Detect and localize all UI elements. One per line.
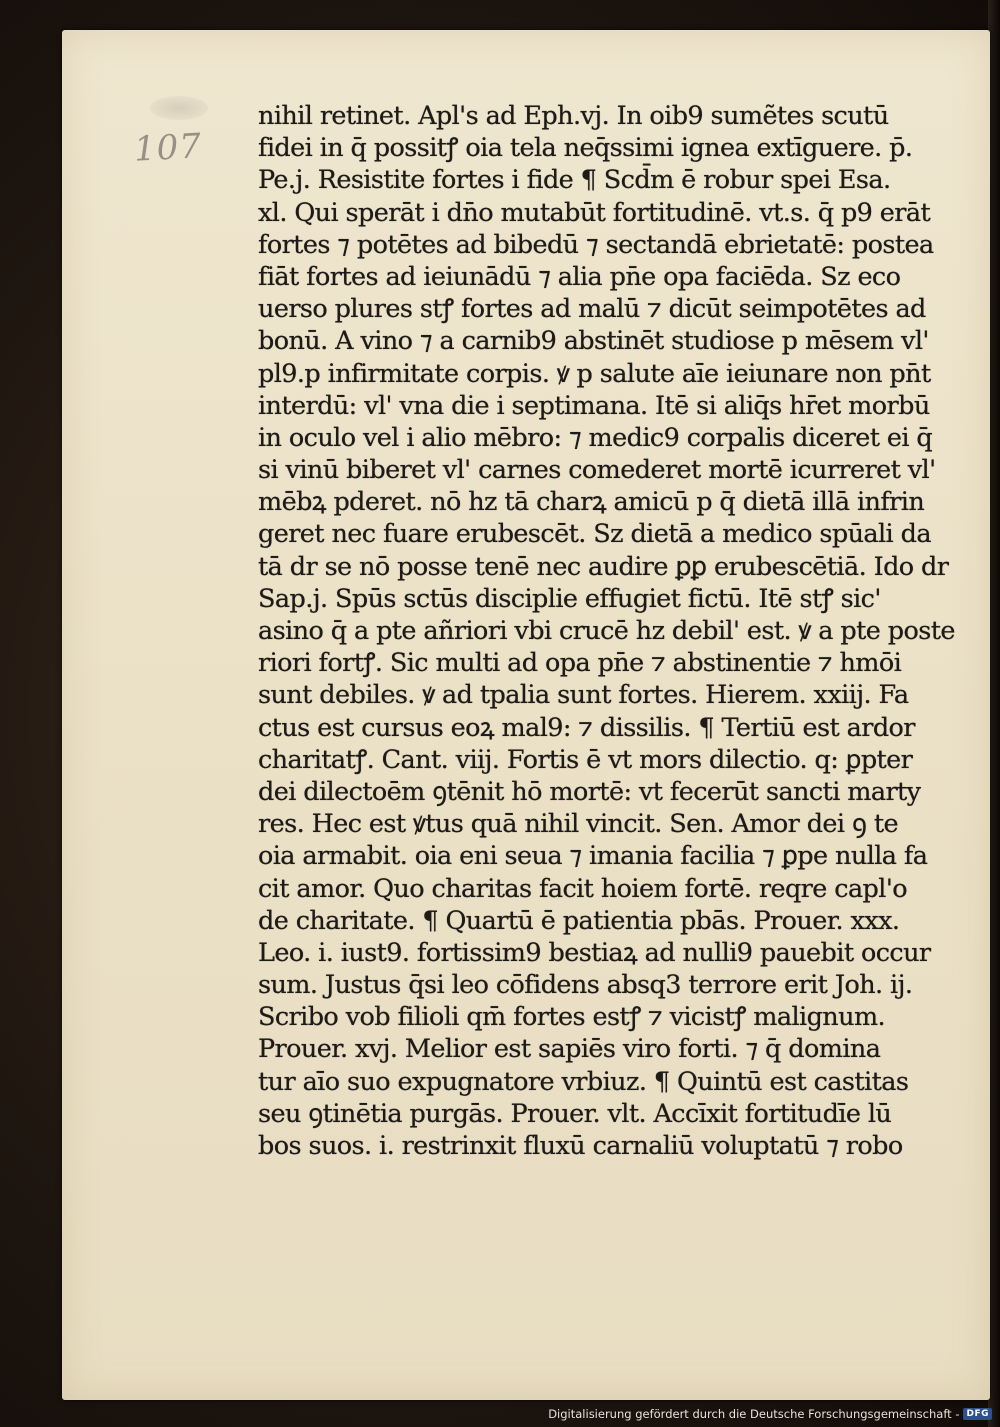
text-line: fidei in q̄ possitꝭ oia tela neq̄ssimi ignea extīguere. p̄. — [258, 133, 913, 164]
text-line: Scribo vob filioli qm̄ fortes estꝭ ⁊ vicistꝭ malignum. — [258, 1002, 886, 1033]
text-line: si vinū biberet vl' carnes comederet mortē icurreret vl' — [258, 455, 936, 486]
text-line: dei dilectoēm ꝯtēnit hō mortē: vt fecerūt sancti marty — [258, 776, 921, 807]
text-line: asino q̄ a pte añriori vbi crucē hz debil' est. ꝟ a pte poste — [258, 616, 955, 646]
text-line: interdū: vl' vna die i septimana. Itē si aliq̄s hr̄et morbū — [258, 390, 930, 421]
text-line: charitatꝭ. Cant. viij. Fortis ē vt mors dilectio. q: ꝑpter — [258, 744, 913, 775]
folio-number: 107 — [132, 126, 203, 170]
text-line: oia armabit. oia eni seua ⁊ imania facilia ⁊ ꝑpe nulla fa — [258, 841, 928, 872]
text-line: Sap.j. Spūs sctūs disciplie effugiet fictū. Itē stꝭ sic' — [258, 583, 881, 614]
text-line: nihil retinet. Apl's ad Eph.vj. In oib9 sumẽtes scutū — [258, 101, 889, 131]
text-line: pl9.p infirmitate corpis. ꝟ p salute aīe ieiunare non pn̄t — [258, 358, 931, 389]
text-line: ctus est cursus eoꝝ mal9: ⁊ dissilis. ¶ Tertiū est ardor — [258, 712, 915, 743]
funding-credit — [548, 1405, 992, 1423]
text-line: fiāt fortes ad ieiunādū ⁊ alia pn̄e opa faciēda. Sz eco — [258, 261, 901, 292]
text-line: res. Hec est ꝟtus quā nihil vincit. Sen. Amor dei ꝯ te — [258, 809, 898, 840]
text-line: xl. Qui sperāt i dn̄o mutabūt fortitudinē. vt.s. q̄ p9 erāt — [258, 197, 931, 228]
text-line: sunt debiles. ꝟ ad tpalia sunt fortes. Hierem. xxiij. Fa — [258, 680, 909, 711]
text-line: de charitate. ¶ Quartū ē patientia pbās. Prouer. xxx. — [258, 905, 900, 936]
credit-text: Digitalisierung gefördert durch die Deutsche Forschungsgemeinschaft - — [548, 1407, 960, 1421]
text-line: bonū. A vino ⁊ a carnib9 abstinēt studiose p mēsem vl' — [258, 326, 929, 357]
text-line: uerso plures stꝭ fortes ad malū ⁊ dicūt seimpotētes ad — [258, 294, 926, 325]
text-block — [258, 100, 955, 1162]
text-line: geret nec fuare erubescēt. Sz dietā a medico spūali da — [258, 519, 931, 550]
text-line: fortes ⁊ potētes ad bibedū ⁊ sectandā ebrietatē: postea — [258, 229, 934, 260]
text-line: Leo. i. iust9. fortissim9 bestiaꝝ ad nulli9 pauebit occur — [258, 937, 931, 968]
text-line: Prouer. xvj. Melior est sapiēs viro forti. ⁊ q̄ domina — [258, 1034, 881, 1065]
text-line: bos suos. i. restrinxit fluxū carnaliū voluptatū ⁊ robo — [258, 1131, 903, 1161]
text-line: mēbꝝ pderet. nō hz tā charꝝ amicū p q̄ dietā illā infrin — [258, 487, 925, 518]
text-line: in oculo vel i alio mēbro: ⁊ medic9 corpalis diceret ei q̄ — [258, 422, 933, 453]
text-line: tur aīo suo expugnatore vrbiuz. ¶ Quintū est castitas — [258, 1066, 909, 1097]
manuscript-page — [62, 30, 990, 1400]
text-line: tā dr se nō posse tenē nec audire ꝑꝑ erubescētiā. Ido dr — [258, 551, 949, 582]
text-line: seu ꝯtinētia purgās. Prouer. vlt. Accīxit fortitudīe lū — [258, 1098, 892, 1129]
ink-smudge — [150, 96, 208, 120]
text-line: sum. Justus q̄si leo cōfidens absq3 terrore erit Joh. ij. — [258, 970, 913, 1001]
text-line: Pe.j. Resistite fortes i fide ¶ Scd̄m ē robur spei Esa. — [258, 165, 891, 196]
text-line: cit amor. Quo charitas facit hoiem fortē. reqre capl'o — [258, 873, 907, 904]
text-line: riori fortꝭ. Sic multi ad opa pn̄e ⁊ abstinentie ⁊ hmōi — [258, 648, 902, 679]
dfg-logo: DFG — [963, 1408, 992, 1420]
